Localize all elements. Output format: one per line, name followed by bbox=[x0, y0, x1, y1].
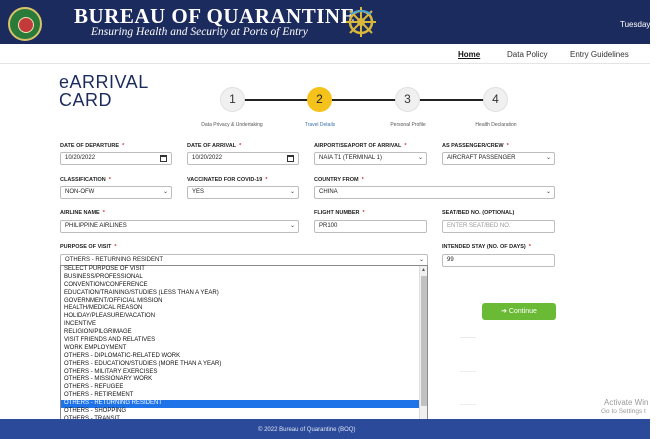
scrollbar-thumb[interactable] bbox=[421, 276, 427, 406]
calendar-icon[interactable] bbox=[160, 155, 167, 162]
vaccinated-select[interactable]: YES ⌄ bbox=[187, 186, 299, 199]
nav-home-link[interactable]: Home bbox=[458, 50, 481, 59]
calendar-icon[interactable] bbox=[287, 155, 294, 162]
chevron-down-icon: ⌄ bbox=[162, 189, 168, 195]
purpose-option[interactable]: WORK EMPLOYMENT bbox=[64, 344, 127, 351]
purpose-option[interactable]: CONVENTION/CONFERENCE bbox=[64, 281, 148, 288]
classification-select[interactable]: NON-OFW ⌄ bbox=[60, 186, 172, 199]
country-from-label: COUNTRY FROM * bbox=[314, 177, 364, 183]
nav-entry-guidelines-link[interactable]: Entry Guidelines bbox=[570, 50, 629, 59]
flight-number-label: FLIGHT NUMBER * bbox=[314, 210, 365, 216]
caduceus-wheel-emblem-icon bbox=[343, 4, 379, 40]
airline-select[interactable]: PHILIPPINE AIRLINES ⌄ bbox=[60, 220, 299, 233]
purpose-option[interactable]: OTHERS - RETIREMENT bbox=[64, 392, 134, 399]
chevron-down-icon: ⌄ bbox=[289, 223, 295, 229]
site-footer bbox=[0, 419, 650, 439]
dropdown-scrollbar[interactable] bbox=[419, 266, 427, 430]
nav-data-policy-link[interactable]: Data Policy bbox=[507, 50, 548, 59]
site-title: BUREAU OF QUARANTINE bbox=[74, 4, 356, 28]
chevron-down-icon: ⌄ bbox=[417, 155, 423, 161]
chevron-down-icon: ⌄ bbox=[289, 189, 295, 195]
purpose-option[interactable]: EDUCATION/TRAINING/STUDIES (LESS THAN A YEAR) bbox=[64, 289, 219, 296]
purpose-label: PURPOSE OF VISIT * bbox=[60, 244, 117, 250]
stepper-line bbox=[232, 99, 496, 101]
purpose-option[interactable]: RELIGION/PILGRIMAGE bbox=[64, 329, 132, 336]
arrival-date-input[interactable]: 10/20/2022 bbox=[187, 152, 299, 165]
purpose-option[interactable]: OTHERS - DIPLOMATIC-RELATED WORK bbox=[64, 352, 181, 359]
purpose-dropdown-list[interactable] bbox=[60, 265, 428, 431]
step-1-circle[interactable]: 1 bbox=[220, 87, 245, 112]
purpose-option[interactable]: OTHERS - MISSIONARY WORK bbox=[64, 376, 153, 383]
seat-input[interactable]: ENTER SEAT/BED NO. bbox=[442, 220, 555, 233]
arrival-date-label: DATE OF ARRIVAL * bbox=[187, 143, 242, 149]
step-1-label: Data Privacy & Undertaking bbox=[201, 122, 263, 128]
step-2-label: Travel Details bbox=[304, 122, 336, 128]
seat-label: SEAT/BED NO. (OPTIONAL) bbox=[442, 210, 515, 216]
intended-stay-label: INTENDED STAY (NO. OF DAYS) * bbox=[442, 244, 531, 250]
page-title bbox=[59, 73, 149, 109]
chevron-down-icon: ⌄ bbox=[418, 257, 424, 263]
vaccinated-label: VACCINATED FOR COVID-19 * bbox=[187, 177, 268, 183]
departure-date-input[interactable]: 10/20/2022 bbox=[60, 152, 172, 165]
step-3-circle[interactable]: 3 bbox=[395, 87, 420, 112]
airline-label: AIRLINE NAME * bbox=[60, 210, 105, 216]
purpose-option[interactable]: HEALTH/MEDICAL REASON bbox=[64, 305, 143, 312]
purpose-option[interactable]: OTHERS - EDUCATION/STUDIES (MORE THAN A YEAR) bbox=[64, 360, 222, 367]
purpose-option[interactable]: OTHERS - REFUGEE bbox=[64, 384, 124, 391]
purpose-option[interactable]: OTHERS - MILITARY EXERCISES bbox=[64, 368, 158, 375]
page-title-line2: CARD bbox=[59, 90, 113, 110]
country-from-select[interactable]: CHINA ⌄ bbox=[314, 186, 555, 199]
intended-stay-input[interactable]: 99 bbox=[442, 254, 555, 267]
departure-date-label: DATE OF DEPARTURE * bbox=[60, 143, 125, 149]
purpose-option[interactable]: INCENTIVE bbox=[64, 321, 97, 328]
classification-label: CLASSIFICATION * bbox=[60, 177, 111, 183]
step-4-circle[interactable]: 4 bbox=[483, 87, 508, 112]
step-3-label: Personal Profile bbox=[390, 122, 426, 128]
airport-label: AIRPORT/SEAPORT OF ARRIVAL * bbox=[314, 143, 407, 149]
step-4-label: Health Declaration bbox=[475, 122, 517, 128]
boq-seal-logo[interactable] bbox=[8, 7, 42, 41]
purpose-select[interactable]: OTHERS - RETURNING RESIDENT ⌄ bbox=[60, 254, 428, 267]
purpose-option[interactable]: SELECT PURPOSE OF VISIT bbox=[64, 266, 145, 272]
site-tagline: Ensuring Health and Security at Ports of Entry bbox=[91, 26, 308, 38]
purpose-option[interactable]: VISIT FRIENDS AND RELATIVES bbox=[64, 337, 156, 344]
page-title-line1: eARRIVAL bbox=[59, 72, 149, 92]
nav-divider bbox=[0, 63, 650, 64]
chevron-down-icon: ⌄ bbox=[545, 189, 551, 195]
purpose-option[interactable]: GOVERNMENT/OFFICIAL MISSION bbox=[64, 297, 163, 304]
activate-windows-watermark: Activate Win bbox=[604, 398, 649, 407]
continue-button[interactable]: ➔ Continue bbox=[482, 303, 556, 320]
divider bbox=[460, 371, 476, 372]
divider bbox=[460, 337, 476, 338]
divider bbox=[460, 404, 476, 405]
site-header bbox=[0, 0, 664, 44]
flight-number-input[interactable]: PR100 bbox=[314, 220, 427, 233]
scroll-up-icon[interactable]: ▲ bbox=[421, 267, 426, 273]
passenger-crew-label: AS PASSENGER/CREW * bbox=[442, 143, 509, 149]
purpose-option[interactable]: HOLIDAY/PLEASURE/VACATION bbox=[64, 313, 156, 320]
purpose-option[interactable]: OTHERS - SHOPPING bbox=[64, 408, 127, 415]
header-date: Tuesday, Oc bbox=[620, 20, 664, 29]
step-2-circle[interactable]: 2 bbox=[307, 87, 332, 112]
passenger-crew-select[interactable]: AIRCRAFT PASSENGER ⌄ bbox=[442, 152, 555, 165]
purpose-option[interactable]: OTHERS - RETURNING RESIDENT bbox=[61, 400, 427, 408]
airport-select[interactable]: NAIA T1 (TERMINAL 1) ⌄ bbox=[314, 152, 427, 165]
purpose-option[interactable]: BUSINESS/PROFESSIONAL bbox=[64, 273, 143, 280]
footer-copyright: © 2022 Bureau of Quarantine (BOQ) bbox=[258, 427, 356, 433]
chevron-down-icon: ⌄ bbox=[545, 155, 551, 161]
activate-windows-subtext: Go to Settings t bbox=[601, 408, 646, 415]
